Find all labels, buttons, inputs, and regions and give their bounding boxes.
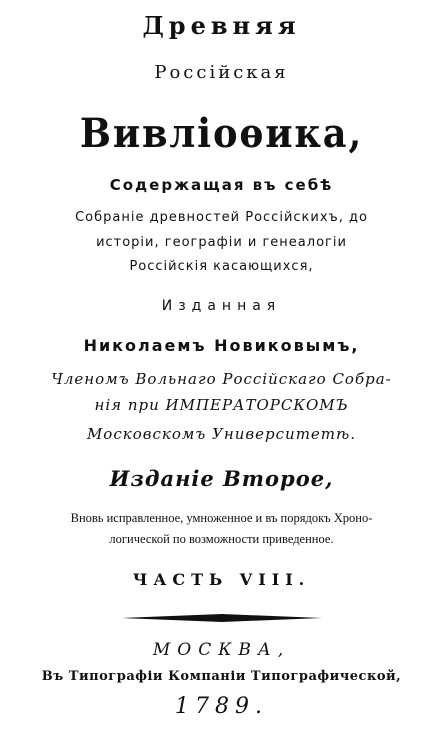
- title-line-3: Вивліоѳика,: [79, 110, 364, 157]
- published-label: Изданная: [161, 298, 282, 314]
- description-line-2: исторіи, географіи и генеалогіи: [96, 235, 347, 250]
- membership-line-2: нія при ИМПЕРАТОРСКОМЪ: [94, 396, 349, 414]
- year: 1789.: [175, 694, 268, 719]
- contains-line: Содержащая въ себѣ: [109, 176, 334, 194]
- membership-line-1: Членомъ Вольнаго Россійскаго Собра-: [51, 370, 392, 388]
- publisher-name: Николаемъ Новиковымъ,: [83, 336, 360, 355]
- part-number: ЧАСТЬ VIII.: [132, 570, 311, 589]
- printer: Въ Типографіи Компаніи Типографической,: [41, 669, 402, 684]
- title-line-2: Россійская: [154, 62, 289, 83]
- edition-note-line-2: логической по возможности приведенное.: [109, 532, 334, 546]
- description-line-3: Россійскія касающихся,: [129, 259, 314, 274]
- title-line-1: Древняя: [142, 11, 301, 40]
- description-line-1: Собраніе древностей Россійскихъ, до: [75, 210, 368, 225]
- membership-line-3: Московскомъ Университетѣ.: [86, 425, 357, 443]
- city: МОСКВА,: [152, 640, 291, 660]
- divider-rule: [122, 613, 322, 623]
- edition-note-line-1: Вновь исправленное, умноженное и въ порядокъ Хроно-: [70, 511, 373, 525]
- edition: Изданіе Второе,: [109, 466, 334, 491]
